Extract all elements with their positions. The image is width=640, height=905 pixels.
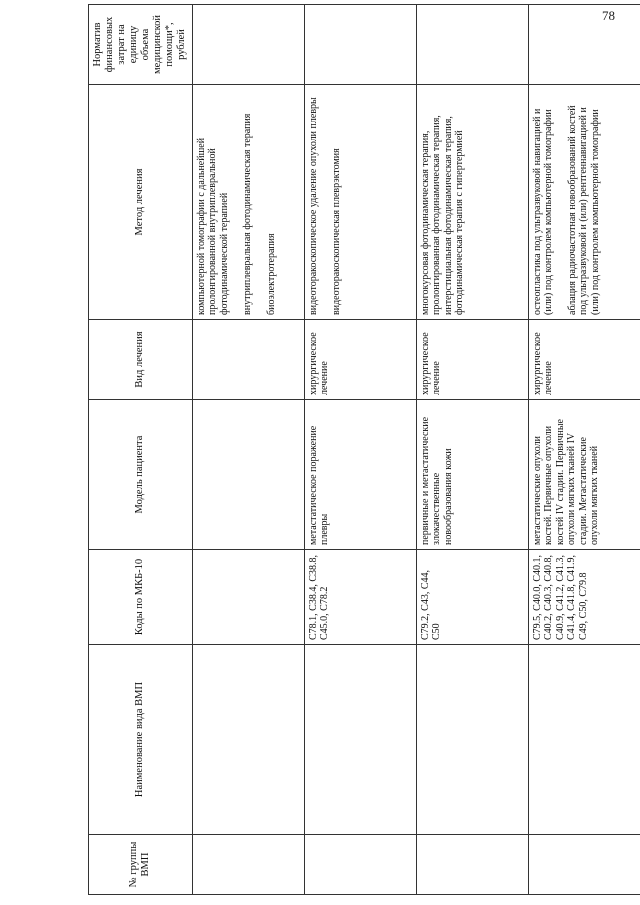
- method-item: компьютерной томографии с дальнейшей пролонгированной внутриплевральной фотодинамической терапией: [195, 137, 230, 315]
- cell-type: [192, 320, 304, 400]
- table-row: [192, 5, 304, 895]
- rotated-table-container: [88, 5, 601, 895]
- cell-type: хирургическое лечение: [528, 320, 640, 400]
- header-vmp-name: Наименование вида ВМП: [89, 645, 193, 835]
- header-treatment-type: Вид лечения: [89, 320, 193, 400]
- cell-vmp-name: [528, 645, 640, 835]
- cell-type: хирургическое лечение: [416, 320, 528, 400]
- method-item: внутриплевральная фотодинамическая терапия: [242, 113, 253, 315]
- header-treatment-method: Метод лечения: [89, 85, 193, 320]
- table-header-row: [89, 5, 193, 895]
- method-item: остеопластика под ультразвуковой навигацией и (или) под контролем компьютерной томографии: [531, 108, 554, 315]
- cell-method: [416, 85, 528, 320]
- cell-icd: C79.2, C43, C44, C50: [416, 550, 528, 645]
- table-row: [304, 5, 416, 895]
- cell-model: первичные и метастатические злокачественные новообразования кожи: [416, 400, 528, 550]
- cell-norm: [304, 5, 416, 85]
- cell-norm: [528, 5, 640, 85]
- table-row: [416, 5, 528, 895]
- cell-model: [192, 400, 304, 550]
- cell-method: [304, 85, 416, 320]
- vmp-table: [88, 4, 640, 895]
- cell-method: [192, 85, 304, 320]
- cell-icd: C78.1, C38.4, C38.8, C45.0, C78.2: [304, 550, 416, 645]
- cell-type: хирургическое лечение: [304, 320, 416, 400]
- method-item: аблация радиочастотная новообразований костей под ультразвуковой и (или) рентгеннавигацией и (или) под контролем компьютерной томографии: [566, 105, 601, 315]
- cell-vmp-name: [304, 645, 416, 835]
- cell-vmp-name: [192, 645, 304, 835]
- cell-group: [528, 835, 640, 895]
- header-patient-model: Модель пациента: [89, 400, 193, 550]
- cell-group: [416, 835, 528, 895]
- cell-vmp-name: [416, 645, 528, 835]
- cell-norm: [416, 5, 528, 85]
- method-item: видеоторакоскопическая плеврэктомия: [331, 148, 342, 315]
- page-number: 78: [602, 8, 615, 23]
- header-cost-norm: Норматив финансовых затрат на единицу объема медицинской помощи*, рублей: [89, 5, 193, 85]
- header-icd-codes: Коды по МКБ-10: [89, 550, 193, 645]
- cell-group: [192, 835, 304, 895]
- table-row: [528, 5, 640, 895]
- cell-group: [304, 835, 416, 895]
- method-item: видеоторакоскопическое удаление опухоли плевры: [307, 97, 319, 315]
- cell-icd: C79.5, C40.0, C40.1, C40.2, C40.3, C40.8, C40.9, C41.2, C41.3, C41.4, C41.8, C41.9, C49, C50, C79.8: [528, 550, 640, 645]
- method-item: многокурсовая фотодинамическая терапия, пролонгированная фотодинамическая терапия, интерстициальная фотодинамическая терапия, фотодинамическая терапия с гипертермией: [419, 115, 465, 315]
- cell-method: [528, 85, 640, 320]
- cell-model: метастатические опухоли костей. Первичные опухоли костей IV стадии. Первичные опухоли мягких тканей IV стадии. Метастатические опухоли мягких тканей: [528, 400, 640, 550]
- cell-model: метастатическое поражение плевры: [304, 400, 416, 550]
- cell-norm: [192, 5, 304, 85]
- cell-icd: [192, 550, 304, 645]
- method-item: биоэлектротерапия: [265, 233, 277, 315]
- header-group-number: № группы ВМП: [89, 835, 193, 895]
